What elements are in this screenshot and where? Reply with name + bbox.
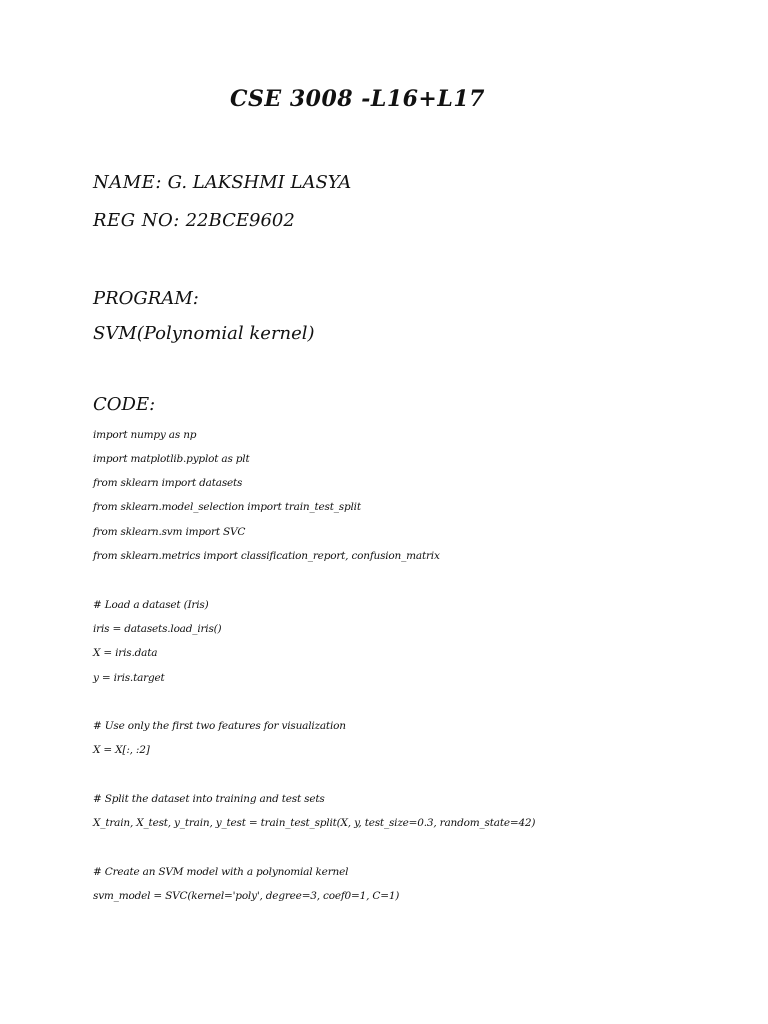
reg-label: REG NO: [93,210,180,231]
code-line: import numpy as np [93,429,197,441]
code-line: svm_model = SVC(kernel='poly', degree=3, coef0=1, C=1) [93,890,400,902]
code-comment: # Use only the first two features for visualization [93,720,346,732]
code-comment: # Load a dataset (Iris) [93,599,209,611]
document-title: CSE 3008 -L16+L17 [230,86,485,112]
code-line: from sklearn import datasets [93,477,243,489]
reg-value: 22BCE9602 [185,210,295,231]
program-value: SVM(Polynomial kernel) [93,323,315,344]
name-line [93,172,351,193]
reg-line [93,210,295,231]
code-comment: # Split the dataset into training and test sets [93,793,325,805]
code-line: import matplotlib.pyplot as plt [93,453,250,465]
code-line: from sklearn.metrics import classification_report, confusion_matrix [93,550,440,562]
code-line: X = iris.data [93,647,158,659]
code-line: X_train, X_test, y_train, y_test = train_test_split(X, y, test_size=0.3, random_state=42) [93,817,536,829]
name-label: NAME: [93,172,162,193]
code-label: CODE: [93,394,156,415]
code-comment: # Create an SVM model with a polynomial kernel [93,866,349,878]
code-line: from sklearn.svm import SVC [93,526,246,538]
code-line: X = X[:, :2] [93,744,150,756]
program-label: PROGRAM: [93,288,199,309]
code-line: iris = datasets.load_iris() [93,623,222,635]
code-line: from sklearn.model_selection import train_test_split [93,501,361,513]
name-value: G. LAKSHMI LASYA [167,172,352,193]
code-line: y = iris.target [93,672,165,684]
